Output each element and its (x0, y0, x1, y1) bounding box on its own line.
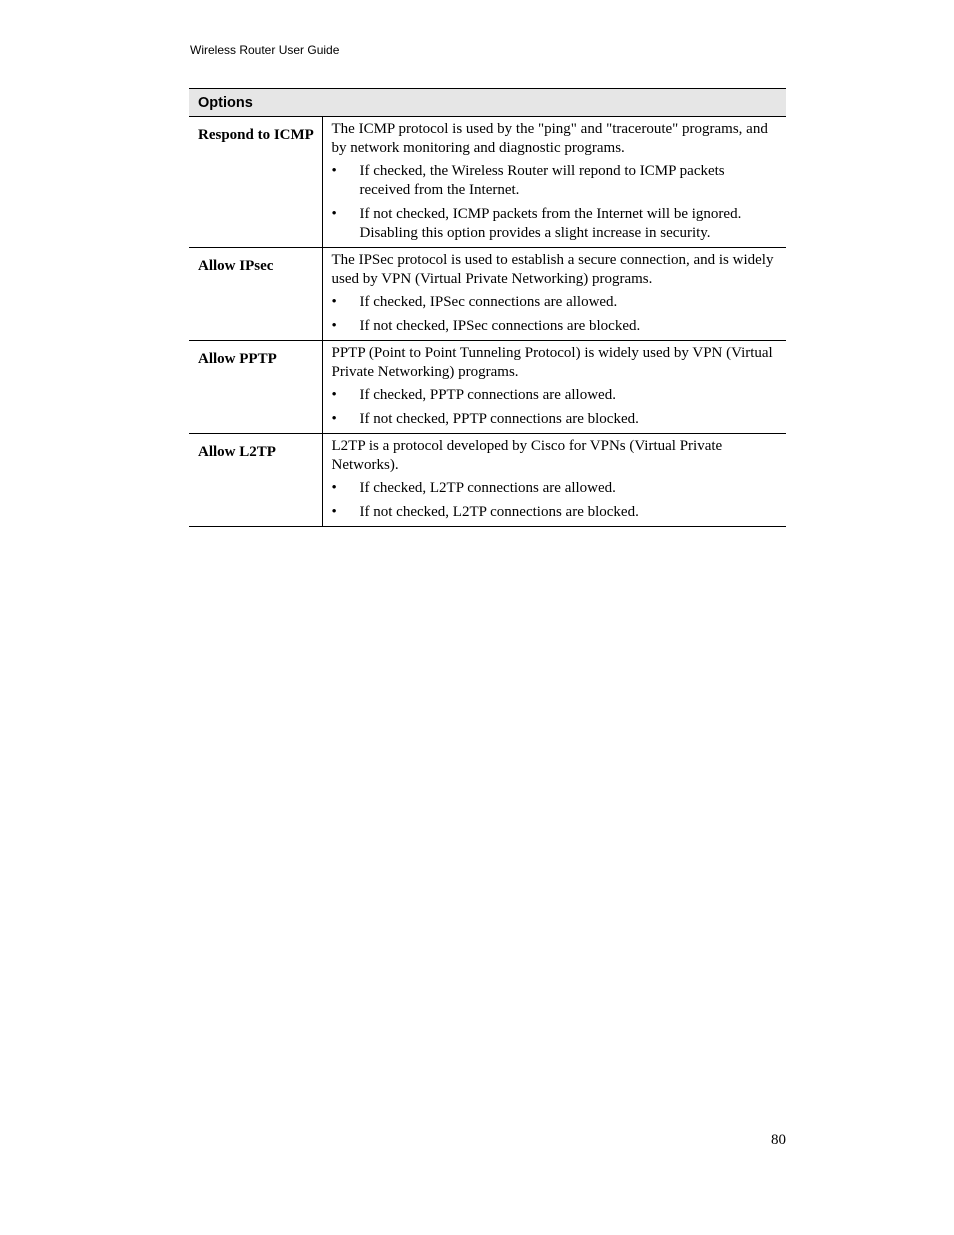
table-row (189, 117, 786, 248)
table-heading: Options (189, 89, 786, 117)
option-bullets (332, 162, 777, 243)
option-description (322, 341, 786, 434)
options-table (189, 88, 786, 527)
option-description (322, 434, 786, 527)
option-intro: The IPSec protocol is used to establish a secure connection, and is widely used by VPN (Virtual Private Networking) programs. (331, 252, 774, 287)
list-item: • If not checked, L2TP connections are blocked. (332, 503, 777, 522)
option-bullets (332, 293, 777, 336)
list-item: • If checked, the Wireless Router will repond to ICMP packets received from the Internet. (332, 162, 777, 200)
list-item: • If not checked, PPTP connections are blocked. (332, 410, 777, 429)
list-item: • If not checked, IPSec connections are blocked. (332, 317, 777, 336)
list-item: • If checked, L2TP connections are allowed. (332, 479, 777, 498)
option-description (322, 117, 786, 248)
option-name: Allow PPTP (189, 341, 322, 434)
table-row (189, 341, 786, 434)
option-intro: PPTP (Point to Point Tunneling Protocol) is widely used by VPN (Virtual Private Networking) programs. (331, 345, 773, 380)
list-item: • If checked, IPSec connections are allowed. (332, 293, 777, 312)
running-header: Wireless Router User Guide (190, 43, 340, 57)
option-description (322, 248, 786, 341)
table-header-row (189, 89, 786, 117)
list-item: • If not checked, ICMP packets from the Internet will be ignored. Disabling this option provides a slight increase in security. (332, 205, 777, 243)
option-intro: L2TP is a protocol developed by Cisco for VPNs (Virtual Private Networks). (331, 438, 723, 473)
table-row (189, 434, 786, 527)
option-intro: The ICMP protocol is used by the "ping" and "traceroute" programs, and by network monitoring and diagnostic programs. (331, 121, 768, 156)
option-name: Allow IPsec (189, 248, 322, 341)
page-number: 80 (771, 1132, 786, 1148)
table-row (189, 248, 786, 341)
option-bullets (332, 479, 777, 522)
list-item: • If checked, PPTP connections are allowed. (332, 386, 777, 405)
option-name: Allow L2TP (189, 434, 322, 527)
option-name: Respond to ICMP (189, 117, 322, 248)
option-bullets (332, 386, 777, 429)
